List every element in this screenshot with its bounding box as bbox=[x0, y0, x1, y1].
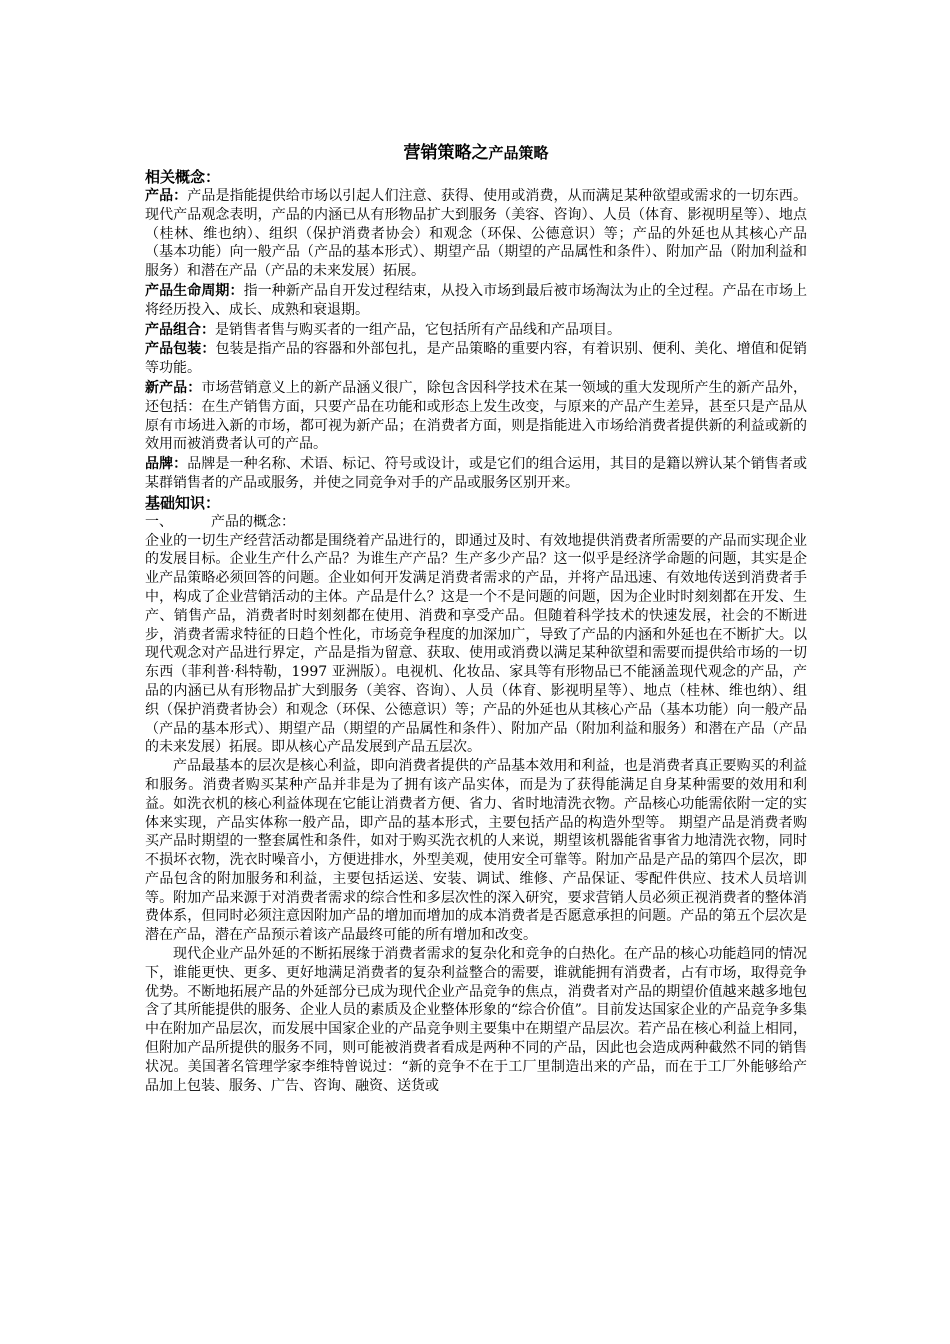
term-label: 产品： bbox=[145, 188, 188, 204]
term-definition-product bbox=[145, 187, 807, 281]
term-label: 产品生命周期： bbox=[145, 282, 244, 299]
item-number: 一、 bbox=[145, 513, 173, 530]
section-heading-concepts: 相关概念： bbox=[145, 168, 221, 186]
term-text: 是销售者售与购买者的一组产品，它包括所有产品线和产品项目。 bbox=[215, 321, 621, 338]
term-text: 市场营销意义上的新产品涵义很广，除包含因科学技术在某一领域的重大发现所产生的新产品外，还包括：在生产销售方面，只要产品在功能和或形态上发生改变，与原来的产品产生差异，甚至只是产品从原有市场进入新的市场，都可视为新产品；在消费者方面，则是指能进入市场给消费者提供新的利益或新的效用而被消费者认可的产品。 bbox=[145, 379, 808, 453]
term-definition-lifecycle bbox=[145, 282, 807, 320]
term-definition-packaging bbox=[145, 340, 807, 378]
term-text: 包装是指产品的容器和外部包扎，是产品策略的重要内容，有着识别、便利、美化、增值和促销等功能。 bbox=[145, 341, 808, 377]
body-paragraph: 现代企业产品外延的不断拓展缘于消费者需求的复杂化和竞争的白热化。在产品的核心功能趋同的情况下，谁能更快、更多、更好地满足消费者的复杂利益整合的需要，谁就能拥有消费者，占有市场，取得竞争优势。不断地拓展产品的外延部分已成为现代企业产品竞争的焦点，消费者对产品的期望价值越来越多地包含了其所能提供的服务、企业人员的素质及企业整体形象的“综合价值”。目前发达国家企业的产品竞争多集中在附加产品层次，而发展中国家企业的产品竞争则主要集中在期望产品层次。若产品在核心利益上相同，但附加产品所提供的服务不同，则可能被消费者看成是两种不同的产品，因此也会造成两种截然不同的销售状况。美国著名管理学家李维特曾说过：“新的竞争不在于工厂里制造出来的产品，而在于工厂外能够给产品加上包装、服务、广告、咨询、融资、送货或 bbox=[145, 946, 807, 1094]
title-main: 营销策略之 bbox=[403, 143, 489, 163]
term-definition-brand bbox=[145, 455, 807, 493]
document-title bbox=[145, 140, 807, 166]
body-paragraph: 企业的一切生产经营活动都是围绕着产品进行的，即通过及时、有效地提供消费者所需要的产品而实现企业的发展目标。企业生产什么产品？为谁生产产品？生产多少产品？这一似乎是经济学命题的问题，其实是企业产品策略必须回答的问题。企业如何开发满足消费者需求的产品，并将产品迅速、有效地传送到消费者手中，构成了企业营销活动的主体。产品是什么？这是一个不是问题的问题，因为企业时时刻刻都在开发、生产、销售产品，消费者时时刻刻都在使用、消费和享受产品。但随着科学技术的快速发展，社会的不断进步，消费者需求特征的日趋个性化，市场竞争程度的加深加广，导致了产品的内涵和外延也在不断扩大。以现代观念对产品进行界定，产品是指为留意、获取、使用或消费以满足某种欲望和需要而提供给市场的一切东西（菲利普·科特勒，1997 亚洲版）。电视机、化妆品、家具等有形物品已不能涵盖现代观念的产品，产品的内涵已从有形物品扩大到服务（美容、咨询）、人员（体育、影视明星等）、地点（桂林、维也纳）、组织（保护消费者协会）和观念（环保、公德意识）等；产品的外延也从其核心产品（基本功能）向一般产品（产品的基本形式）、期望产品（期望的产品属性和条件）、附加产品（附加利益和服务）和潜在产品（产品的未来发展）拓展。即从核心产品发展到产品五层次。 bbox=[145, 532, 807, 756]
body-paragraph: 产品最基本的层次是核心利益，即向消费者提供的产品基本效用和利益，也是消费者真正要购买的利益和服务。消费者购买某种产品并非是为了拥有该产品实体，而是为了获得能满足自身某种需要的效用和利益。如洗衣机的核心利益体现在它能让消费者方便、省力、省时地清洗衣物。产品核心功能需依附一定的实体来实现，产品实体称一般产品，即产品的基本形式，主要包括产品的构造外型等。 期望产品是消费者购买产品时期望的一整套属性和条件，如对于购买洗衣机的人来说，期望该机器能省事省力地清洗衣物，同时不损坏衣物，洗衣时噪音小，方便进排水，外型美观，使用安全可靠等。附加产品是产品的第四个层次，即产品包含的附加服务和利益，主要包括运送、安装、调试、维修、产品保证、零配件供应、技术人员培训等。附加产品来源于对消费者需求的综合性和多层次性的深入研究，要求营销人员必须正视消费者的整体消费体系，但同时必须注意因附加产品的增加而增加的成本消费者是否愿意承担的问题。产品的第五个层次是潜在产品，潜在产品预示着该产品最终可能的所有增加和改变。 bbox=[145, 758, 807, 944]
term-label: 品牌： bbox=[145, 456, 188, 473]
term-label: 新产品： bbox=[145, 379, 202, 396]
numbered-heading bbox=[145, 513, 807, 532]
term-definition-mix bbox=[145, 321, 807, 340]
term-text: 品牌是一种名称、术语、标记、符号或设计，或是它们的组合运用，其目的是籍以辨认某个销售者或某群销售者的产品或服务，并使之同竞争对手的产品或服务区别开来。 bbox=[145, 456, 808, 491]
term-text: 指一种新产品自开发过程结束，从投入市场到最后被市场淘汰为止的全过程。产品在市场上将经历投入、成长、成熟和衰退期。 bbox=[145, 282, 807, 318]
term-label: 产品组合： bbox=[145, 321, 215, 338]
term-text: 产品是指能提供给市场以引起人们注意、获得、使用或消费，从而满足某种欲望或需求的一切东西。现代产品观念表明，产品的内涵已从有形物品扩大到服务（美容、咨询）、人员（体育、影视明星等）、地点（桂林、维也纳）、组织（保护消费者协会）和观念（环保、公德意识）等；产品的外延也从其核心产品（基本功能）向一般产品（产品的基本形式）、期望产品（期望的产品属性和条件）、附加产品（附加利益和服务）和潜在产品（产品的未来发展）拓展。 bbox=[145, 188, 808, 280]
document-page bbox=[145, 140, 807, 1095]
section-heading-basics: 基础知识： bbox=[145, 493, 221, 512]
term-definition-new-product bbox=[145, 379, 807, 454]
term-label: 产品包装： bbox=[145, 341, 216, 358]
item-title: 产品的概念： bbox=[211, 513, 295, 530]
title-sub: 产品策略 bbox=[488, 144, 549, 162]
